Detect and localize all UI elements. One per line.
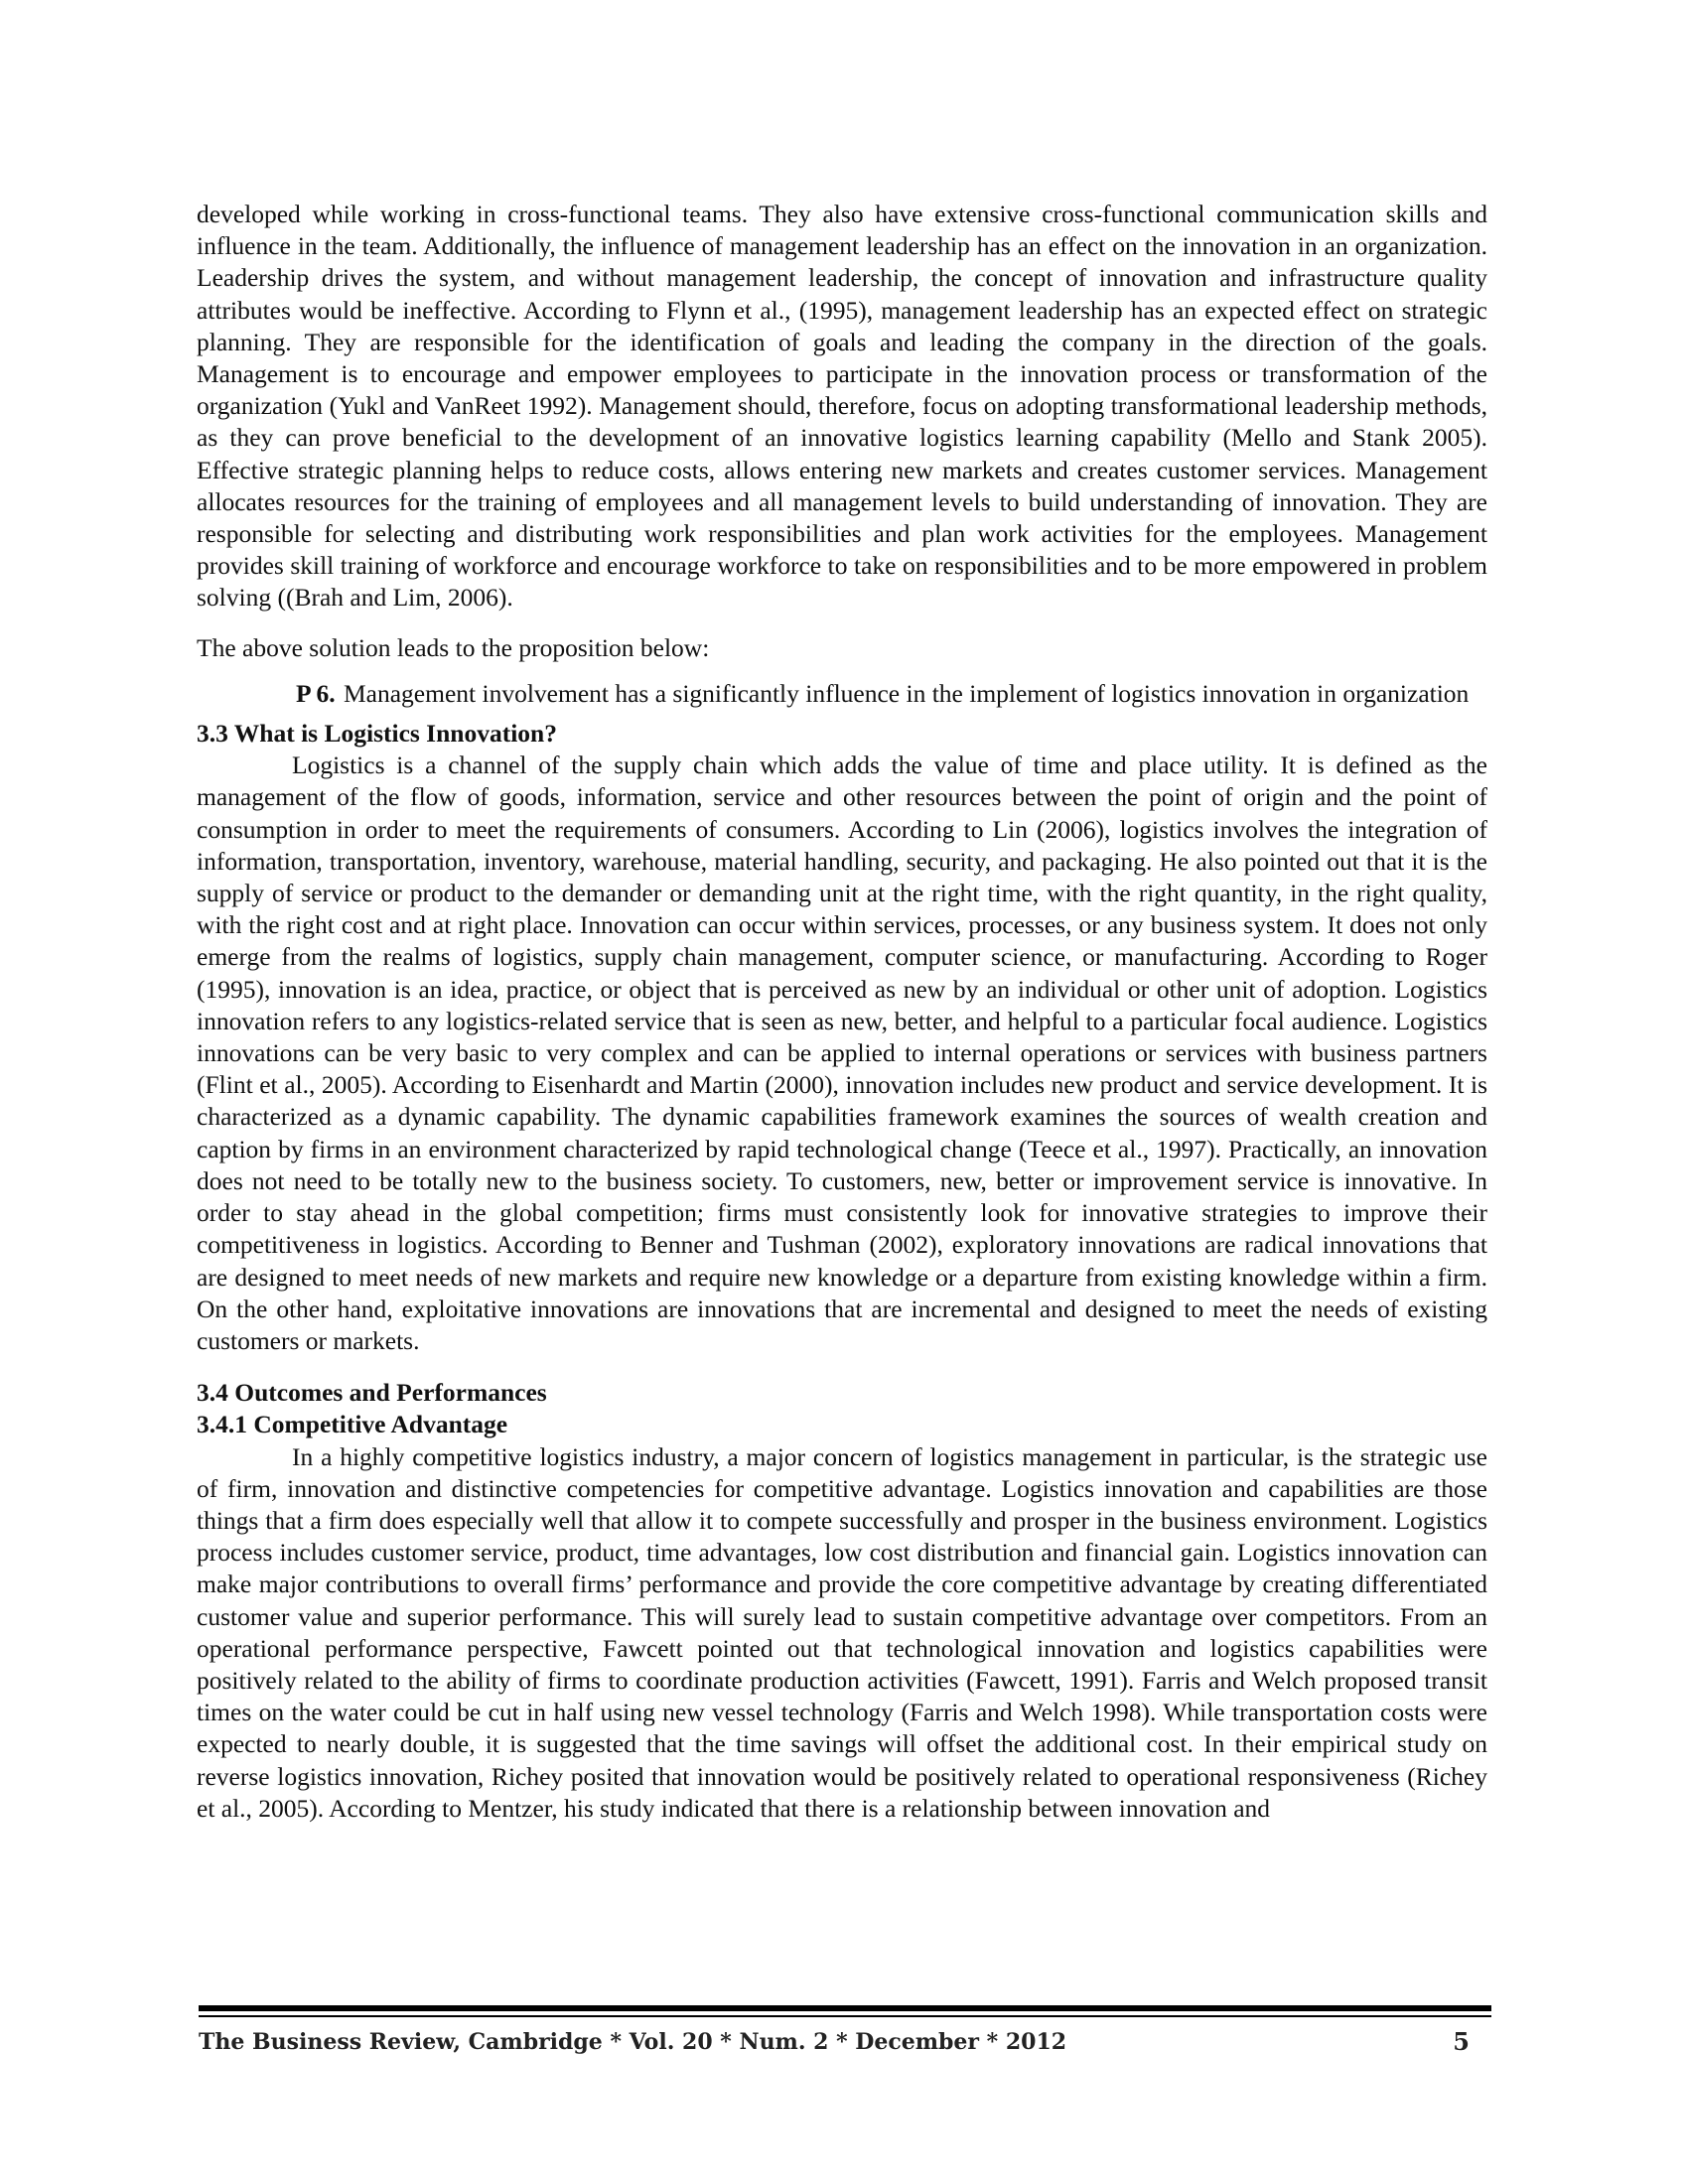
- footer-journal-info: The Business Review, Cambridge * Vol. 20 * Num. 2 * December * 2012: [199, 2029, 1067, 2055]
- subsection-heading-3-4-1: 3.4.1 Competitive Advantage: [197, 1410, 508, 1439]
- section-heading-3-4: 3.4 Outcomes and Performances: [197, 1378, 547, 1408]
- proposition-p6: [296, 678, 1487, 710]
- paragraph-intro: developed while working in cross-functional teams. They also have extensive cross-functional communication skills and influence in the team. Additionally, the influence of management leadership has an effect on the innovation in an organization. Leadership drives the system, and without management leadership, the concept of innovation and infrastructure quality attributes would be ineffective. According to Flynn et al., (1995), management leadership has an expected effect on strategic planning. They are responsible for the identification of goals and leading the company in the direction of the goals. Management is to encourage and empower employees to participate in the innovation process or transformation of the organization (Yukl and VanReet 1992). Management should, therefore, focus on adopting transformational leadership methods, as they can prove beneficial to the development of an innovative logistics learning capability (Mello and Stank 2005). Effective strategic planning helps to reduce costs, allows entering new markets and creates customer services. Management allocates resources for the training of employees and all management levels to build understanding of innovation. They are responsible for selecting and distributing work responsibilities and plan work activities for the employees. Management provides skill training of workforce and encourage workforce to take on responsibilities and to be more empowered in problem solving ((Brah and Lim, 2006).: [197, 200, 1487, 613]
- paragraph-3-4-1: In a highly competitive logistics industry, a major concern of logistics management in particular, is the strategic use of firm, innovation and distinctive competencies for competitive advantage. Logistics innovation and capabilities are those things that a firm does especially well that allow it to compete successfully and prosper in the business environment. Logistics process includes customer service, product, time advantages, low cost distribution and financial gain. Logistics innovation can make major contributions to overall firms’ performance and provide the core competitive advantage by creating differentiated customer value and superior performance. This will surely lead to sustain competitive advantage over competitors. From an operational performance perspective, Fawcett pointed out that technological innovation and logistics capabilities were positively related to the ability of firms to coordinate production activities (Fawcett, 1991). Farris and Welch proposed transit times on the water could be cut in half using new vessel technology (Farris and Welch 1998). While transportation costs were expected to nearly double, it is suggested that the time savings will offset the additional cost. In their empirical study on reverse logistics innovation, Richey posited that innovation would be positively related to operational responsiveness (Richey et al., 2005). According to Mentzer, his study indicated that there is a relationship between innovation and: [197, 1441, 1487, 1823]
- footer-rule-thin: [199, 2015, 1491, 2017]
- footer-rule-thick: [199, 2005, 1491, 2011]
- paragraph-lead: The above solution leads to the proposition below:: [197, 632, 710, 662]
- proposition-label: P 6.: [296, 678, 336, 708]
- body-text: [197, 199, 1487, 1825]
- page-number: 5: [1453, 2027, 1470, 2056]
- proposition-text: Management involvement has a significantly influence in the implement of logistics innovation in organization: [344, 678, 1470, 708]
- paragraph-3-3: Logistics is a channel of the supply chain which adds the value of time and place utility. It is defined as the management of the flow of goods, information, service and other resources between the point of origin and the point of consumption in order to meet the requirements of consumers. According to Lin (2006), logistics involves the integration of information, transportation, inventory, warehouse, material handling, security, and packaging. He also pointed out that it is the supply of service or product to the demander or demanding unit at the right time, with the right quantity, in the right quality, with the right cost and at right place. Innovation can occur within services, processes, or any business system. It does not only emerge from the realms of logistics, supply chain management, computer science, or manufacturing. According to Roger (1995), innovation is an idea, practice, or object that is perceived as new by an individual or other unit of adoption. Logistics innovation refers to any logistics-related service that is seen as new, better, and helpful to a particular focal audience. Logistics innovations can be very basic to very complex and can be applied to internal operations or services with business partners (Flint et al., 2005). According to Eisenhardt and Martin (2000), innovation includes new product and service development. It is characterized as a dynamic capability. The dynamic capabilities framework examines the sources of wealth creation and caption by firms in an environment characterized by rapid technological change (Teece et al., 1997). Practically, an innovation does not need to be totally new to the business society. To customers, new, better or improvement service is innovative. In order to stay ahead in the global competition; firms must consistently look for innovative strategies to improve their competitiveness in logistics. According to Benner and Tushman (2002), exploratory innovations are radical innovations that are designed to meet needs of new markets and require new knowledge or a departure from existing knowledge within a firm. On the other hand, exploitative innovations are innovations that are incremental and designed to meet the needs of existing customers or markets.: [197, 751, 1487, 1355]
- section-heading-3-3: 3.3 What is Logistics Innovation?: [197, 719, 557, 749]
